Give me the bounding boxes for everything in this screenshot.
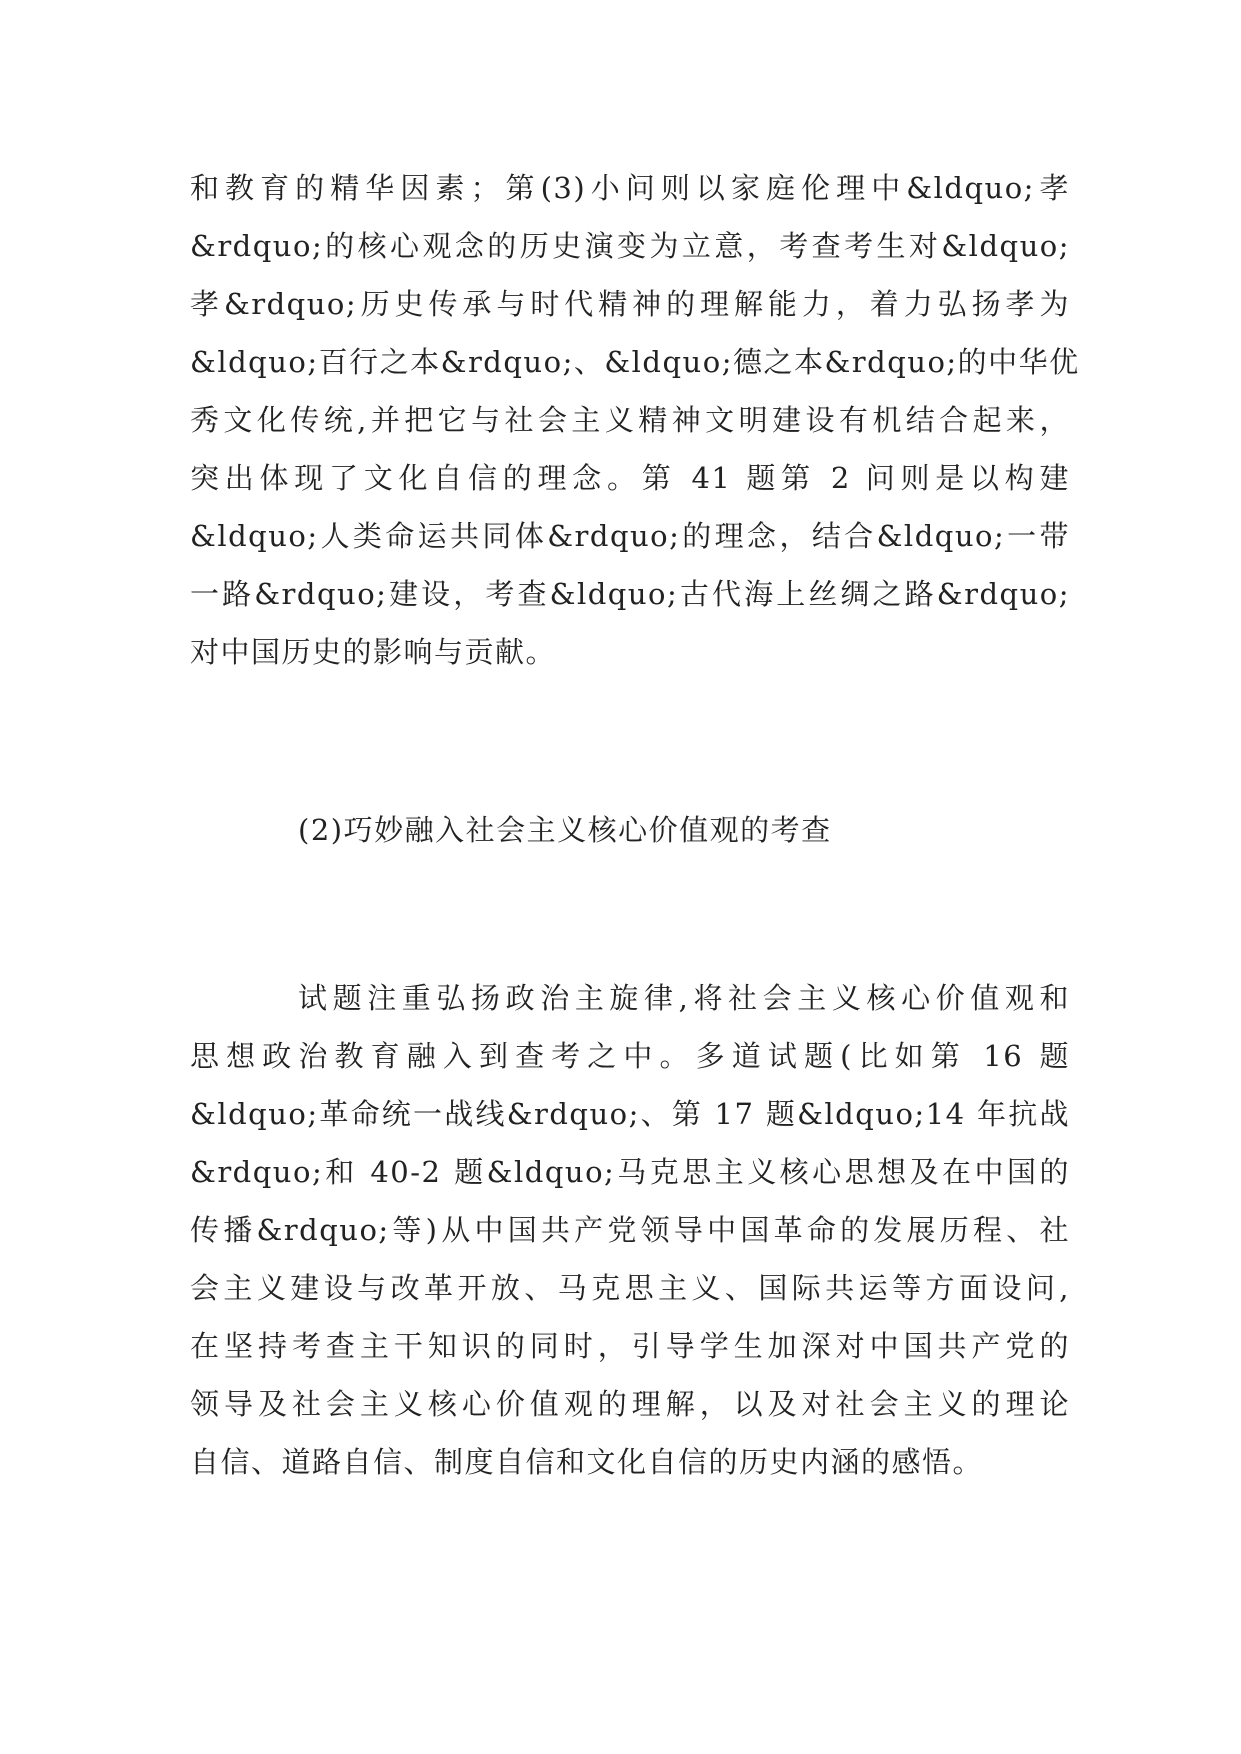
paragraph-line: 自信、道路自信、制度自信和文化自信的历史内涵的感悟。 [190,1445,984,1479]
paragraph-line: 一路&rdquo;建设，考查&ldquo;古代海上丝绸之路&rdquo; [190,577,1070,611]
paragraph-line: 领导及社会主义核心价值观的理解，以及对社会主义的理论 [190,1387,1070,1421]
paragraph-line: 秀文化传统,并把它与社会主义精神文明建设有机结合起来， [190,403,1070,437]
paragraph-line: &rdquo;和 40-2 题&ldquo;马克思主义核心思想及在中国的 [190,1155,1070,1189]
paragraph-line: 会主义建设与改革开放、马克思主义、国际共运等方面设问, [190,1271,1070,1305]
section-heading: (2)巧妙融入社会主义核心价值观的考查 [298,813,832,847]
paragraph-line: &ldquo;百行之本&rdquo;、&ldquo;德之本&rdquo;的中华优 [190,345,1080,379]
paragraph-line: 在坚持考查主干知识的同时，引导学生加深对中国共产党的 [190,1329,1070,1363]
paragraph-line: 传播&rdquo;等)从中国共产党领导中国革命的发展历程、社 [190,1213,1070,1247]
paragraph-line: 孝&rdquo;历史传承与时代精神的理解能力，着力弘扬孝为 [190,287,1070,321]
paragraph-line: &ldquo;革命统一战线&rdquo;、第 17 题&ldquo;14 年抗战 [190,1097,1070,1131]
paragraph-line: 和教育的精华因素；第(3)小问则以家庭伦理中&ldquo;孝 [190,171,1070,205]
paragraph-line: &rdquo;的核心观念的历史演变为立意，考查考生对&ldquo; [190,229,1070,263]
paragraph-line: 对中国历史的影响与贡献。 [190,635,557,669]
paragraph-2 [190,969,1070,1491]
paragraph-line: 突出体现了文化自信的理念。第 41 题第 2 问则是以构建 [190,461,1070,495]
paragraph-1 [190,159,1080,681]
paragraph-line: &ldquo;人类命运共同体&rdquo;的理念，结合&ldquo;一带 [190,519,1070,553]
paragraph-line: 试题注重弘扬政治主旋律,将社会主义核心价值观和 [298,981,1070,1015]
paragraph-line: 思想政治教育融入到查考之中。多道试题(比如第 16 题 [190,1039,1070,1073]
